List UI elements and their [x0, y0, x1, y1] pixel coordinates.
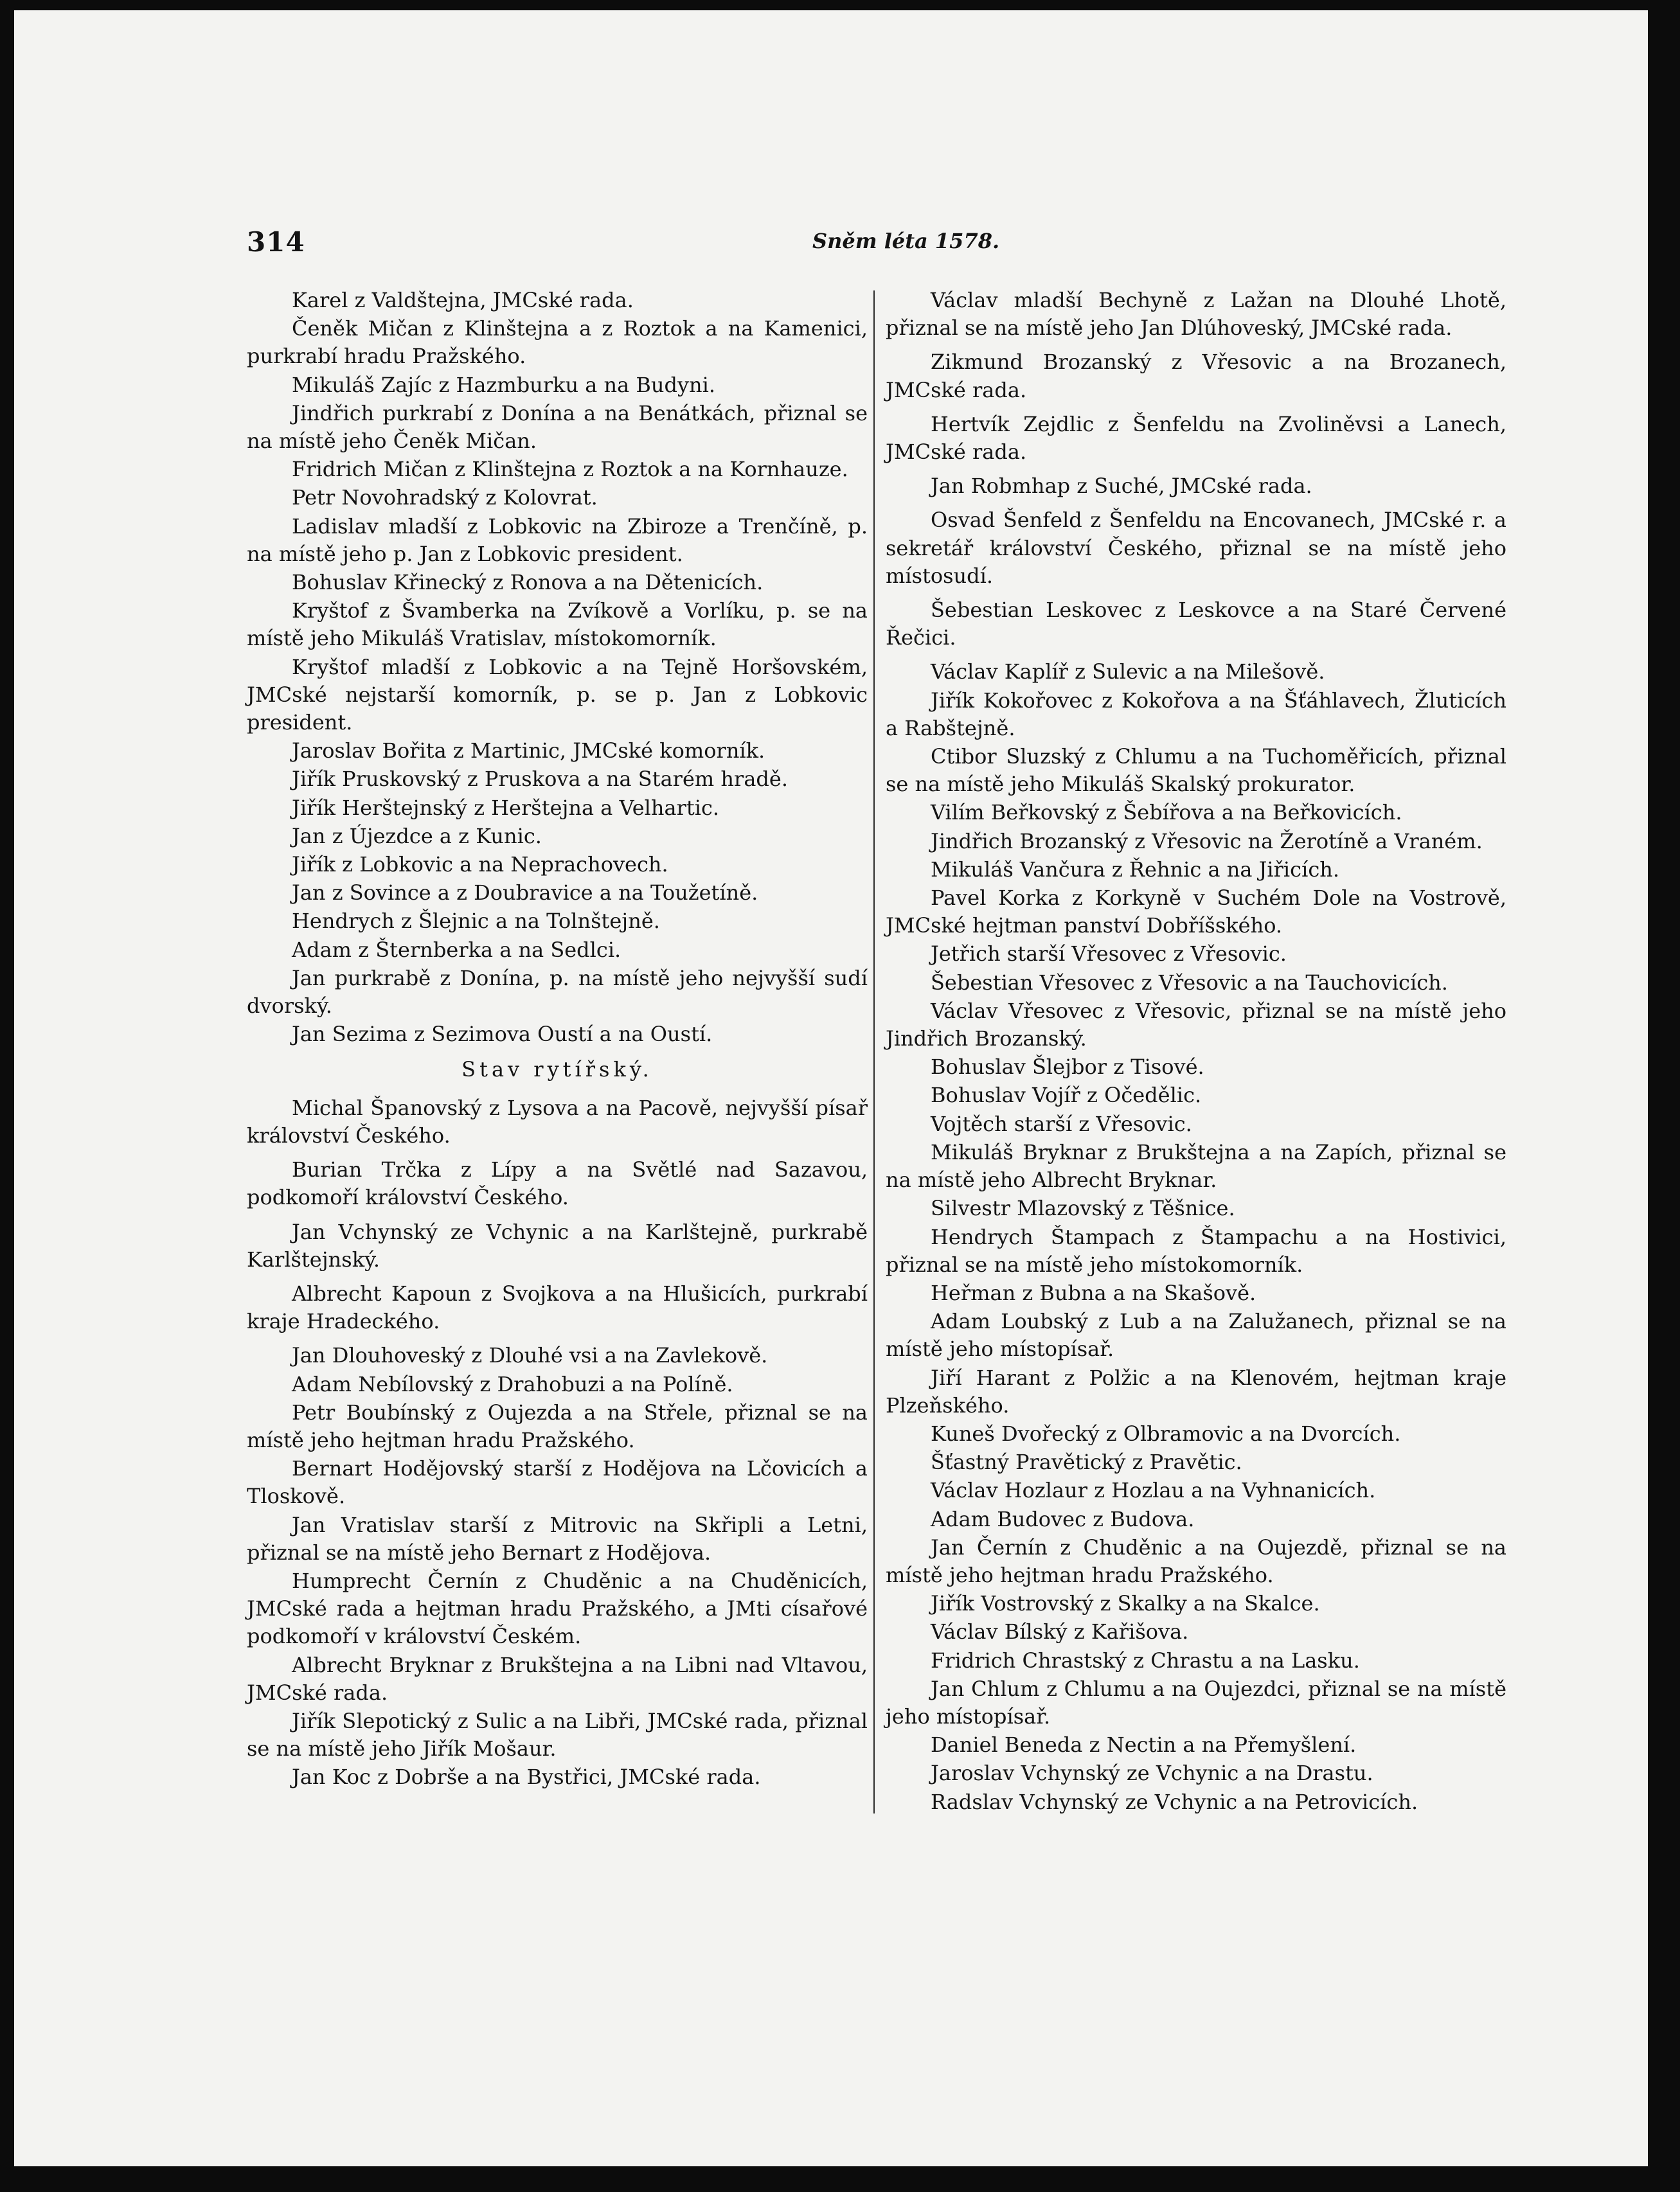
- list-entry: Vojtěch starší z Vřesovic.: [931, 1111, 1192, 1136]
- list-entry: Václav Vřesovec z Vřesovic, přiznal se na místě jeho Jindřich Brozanský.: [886, 998, 1506, 1051]
- running-title: Sněm léta 1578.: [812, 229, 1000, 253]
- list-entry: Karel z Valdštejna, JMCské rada.: [292, 288, 634, 312]
- list-entry: Jetřich starší Vřesovec z Vřesovic.: [931, 941, 1287, 967]
- list-entry: Osvad Šenfeld z Šenfeldu na Encovanech, JMCské r. a sekretář království Českého, přiznal se na místě jeho místosudí.: [886, 508, 1506, 588]
- list-entry: Jiřík Pruskovský z Pruskova a na Starém hradě.: [292, 767, 788, 792]
- list-entry: Zikmund Brozanský z Vřesovic a na Brozanech, JMCské rada.: [886, 350, 1506, 402]
- list-entry: Jan z Sovince a z Doubravice a na Toužetíně.: [292, 880, 758, 905]
- right-column: [886, 287, 1506, 1817]
- list-entry: Šebestian Vřesovec z Vřesovic a na Tauchovicích.: [931, 970, 1448, 995]
- left-column: [247, 287, 868, 1792]
- list-entry: Fridrich Mičan z Klinštejna z Roztok a na Kornhauze.: [292, 457, 848, 482]
- list-entry: Bohuslav Šlejbor z Tisové.: [931, 1055, 1204, 1080]
- list-entry: Kryštof z Švamberka na Zvíkově a Vorlíku, p. se na místě jeho Mikuláš Vratislav, místokomorník.: [247, 598, 868, 651]
- list-entry: Jiří Harant z Polžic a na Klenovém, hejtman kraje Plzeňského.: [886, 1365, 1506, 1418]
- list-entry: Daniel Beneda z Nectin a na Přemyšlení.: [931, 1733, 1357, 1758]
- list-entry: Albrecht Kapoun z Svojkova a na Hlušicích, purkrabí kraje Hradeckého.: [247, 1281, 868, 1334]
- list-entry: Jan Vratislav starší z Mitrovic na Skřipli a Letni, přiznal se na místě jeho Bernart z Hodějova.: [247, 1512, 868, 1565]
- list-entry: Jan Robmhap z Suché, JMCské rada.: [931, 474, 1312, 499]
- list-entry: Jan z Újezdce a z Kunic.: [292, 823, 542, 848]
- list-entry: Jan Koc z Dobrše a na Bystřici, JMCské rada.: [292, 1765, 761, 1790]
- list-entry: Jiřík z Lobkovic a na Neprachovech.: [292, 852, 668, 877]
- page-number: 314: [247, 226, 305, 258]
- page-header: [247, 215, 1442, 272]
- list-entry: Václav Hozlaur z Hozlau a na Vyhnanicích.: [931, 1478, 1376, 1503]
- list-entry: Jiřík Slepotický z Sulic a na Libři, JMCské rada, přiznal se na místě jeho Jiřík Mošaur.: [247, 1708, 868, 1761]
- section-heading: Stav rytířský.: [461, 1057, 653, 1082]
- list-entry: Václav Bílský z Kařišova.: [931, 1619, 1189, 1644]
- list-entry: Humprecht Černín z Chuděnic a na Chuděnicích, JMCské rada a hejtman hradu Pražského, a JMti císařové podkomoří v království Českém.: [247, 1568, 868, 1649]
- list-entry: Jan Černín z Chuděnic a na Oujezdě, přiznal se na místě jeho hejtman hradu Pražského.: [886, 1535, 1506, 1587]
- list-entry: Adam Nebílovský z Drahobuzi a na Políně.: [292, 1371, 733, 1396]
- list-entry: Mikuláš Zajíc z Hazmburku a na Budyni.: [292, 372, 716, 397]
- list-entry: Hendrych Štampach z Štampachu a na Hostivici, přiznal se na místě jeho místokomorník.: [886, 1224, 1506, 1277]
- list-entry: Václav Kaplíř z Sulevic a na Milešově.: [931, 659, 1325, 684]
- list-entry: Šťastný Pravětický z Pravětic.: [931, 1450, 1242, 1475]
- list-entry: Jaroslav Bořita z Martinic, JMCské komorník.: [292, 738, 765, 763]
- list-entry: Jan Sezima z Sezimova Oustí a na Oustí.: [292, 1022, 713, 1047]
- list-entry: Petr Novohradský z Kolovrat.: [292, 485, 598, 510]
- list-entry: Čeněk Mičan z Klinštejna a z Roztok a na Kamenici, purkrabí hradu Pražského.: [247, 316, 868, 369]
- document-page: [14, 10, 1648, 2166]
- list-entry: Hertvík Zejdlic z Šenfeldu na Zvoliněvsi a Lanech, JMCské rada.: [886, 411, 1506, 465]
- list-entry: Burian Trčka z Lípy a na Světlé nad Sazavou, podkomoří království Českého.: [247, 1157, 868, 1210]
- column-divider: [873, 290, 875, 1813]
- list-entry: Jaroslav Vchynský ze Vchynic a na Drastu.: [931, 1761, 1373, 1786]
- knights-estate-list: [247, 1094, 868, 1792]
- list-entry: Jiřík Vostrovský z Skalky a na Skalce.: [931, 1591, 1320, 1616]
- list-entry: Bohuslav Křinecký z Ronova a na Dětenicích.: [292, 570, 764, 595]
- lords-estate-list: [247, 287, 868, 1048]
- list-entry: Jindřich Brozanský z Vřesovic na Žerotíně a Vraném.: [931, 828, 1483, 853]
- list-entry: Kuneš Dvořecký z Olbramovic a na Dvorcích.: [931, 1421, 1401, 1446]
- list-entry: Pavel Korka z Korkyně v Suchém Dole na Vostrově, JMCské hejtman panství Dobříšského.: [886, 886, 1506, 938]
- list-entry: Bernart Hodějovský starší z Hodějova na Lčovicích a Tloskově.: [247, 1456, 868, 1509]
- list-entry: Fridrich Chrastský z Chrastu a na Lasku.: [931, 1648, 1360, 1673]
- list-entry: Heřman z Bubna a na Skašově.: [931, 1280, 1256, 1305]
- list-entry: Jiřík Herštejnský z Herštejna a Velhartic.: [292, 795, 720, 820]
- list-entry: Adam Loubský z Lub a na Zalužanech, přiznal se na místě jeho místopísař.: [886, 1309, 1506, 1362]
- list-entry: Radslav Vchynský ze Vchynic a na Petrovicích.: [931, 1789, 1418, 1814]
- list-entry: Bohuslav Vojíř z Očedělic.: [931, 1083, 1202, 1108]
- list-entry: Jindřich purkrabí z Donína a na Benátkách, přiznal se na místě jeho Čeněk Mičan.: [247, 400, 868, 454]
- list-entry: Adam z Šternberka a na Sedlci.: [292, 937, 621, 962]
- list-entry: Jan Dlouhoveský z Dlouhé vsi a na Zavlekově.: [292, 1343, 768, 1368]
- list-entry: Jan purkrabě z Donína, p. na místě jeho nejvyšší sudí dvorský.: [247, 965, 868, 1019]
- list-entry: Silvestr Mlazovský z Těšnice.: [931, 1196, 1235, 1221]
- list-entry: Petr Boubínský z Oujezda a na Střele, přiznal se na místě jeho hejtman hradu Pražského.: [247, 1400, 868, 1452]
- list-entry: Kryštof mladší z Lobkovic a na Tejně Horšovském, JMCské nejstarší komorník, p. se p. Jan z Lobkovic president.: [247, 654, 868, 735]
- list-entry: Jan Vchynský ze Vchynic a na Karlštejně, purkrabě Karlštejnský.: [247, 1219, 868, 1272]
- list-entry: Mikuláš Bryknar z Brukštejna a na Zapích, přiznal se na místě jeho Albrecht Bryknar.: [886, 1139, 1506, 1193]
- list-entry: Ctibor Sluzský z Chlumu a na Tuchoměřicích, přiznal se na místě jeho Mikuláš Skalský prokurator.: [886, 744, 1506, 797]
- list-entry: Mikuláš Vančura z Řehnic a na Jiřicích.: [931, 857, 1340, 882]
- list-entry: Jan Chlum z Chlumu a na Oujezdci, přiznal se na místě jeho místopísař.: [886, 1676, 1506, 1729]
- list-entry: Šebestian Leskovec z Leskovce a na Staré Červené Řečici.: [886, 598, 1506, 650]
- list-entry: Hendrych z Šlejnic a na Tolnštejně.: [292, 909, 660, 934]
- list-entry: Jiřík Kokořovec z Kokořova a na Šťáhlavech, Žluticích a Rabštejně.: [886, 688, 1506, 740]
- list-entry: Michal Španovský z Lysova a na Pacově, nejvyšší písař království Českého.: [247, 1095, 868, 1148]
- list-entry: Václav mladší Bechyně z Lažan na Dlouhé Lhotě, přiznal se na místě jeho Jan Dlúhoveský, JMCské rada.: [886, 288, 1506, 341]
- list-entry: Ladislav mladší z Lobkovic na Zbiroze a Trenčíně, p. na místě jeho p. Jan z Lobkovic president.: [247, 513, 868, 566]
- list-entry: Vilím Beřkovský z Šebířova a na Beřkovicích.: [931, 800, 1402, 825]
- list-entry: Albrecht Bryknar z Brukštejna a na Libni nad Vltavou, JMCské rada.: [247, 1652, 868, 1705]
- list-entry: Adam Budovec z Budova.: [931, 1506, 1195, 1531]
